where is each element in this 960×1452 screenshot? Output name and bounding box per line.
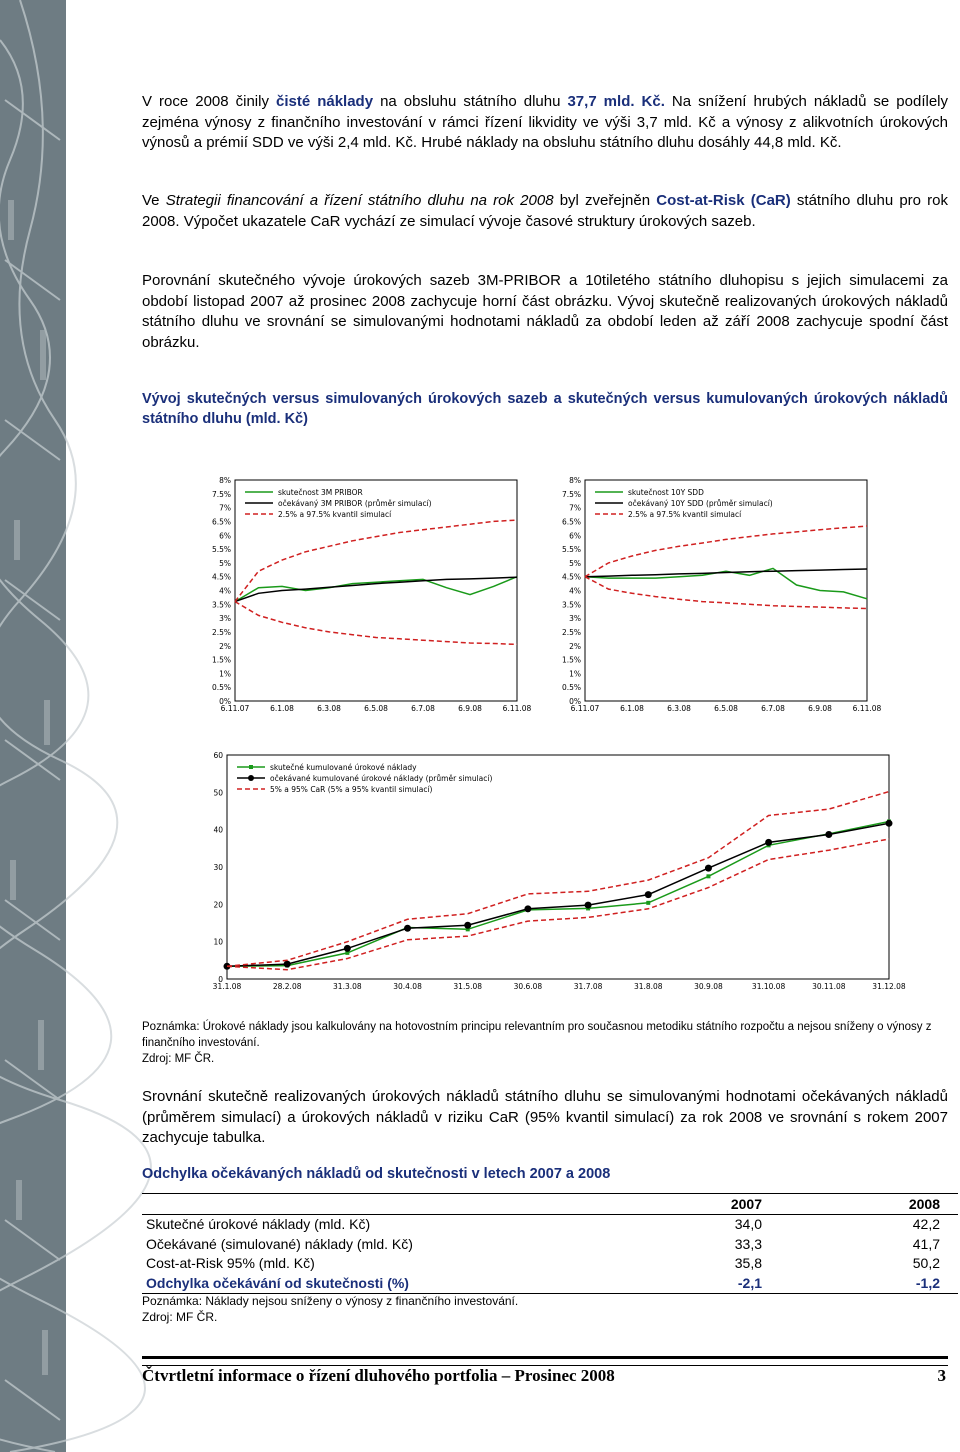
x-tick-label: 6.1.08 bbox=[620, 704, 644, 713]
x-tick-label: 6.9.08 bbox=[458, 704, 482, 713]
data-point bbox=[524, 905, 531, 912]
y-tick-label: 0 bbox=[218, 975, 223, 984]
x-tick-label: 31.8.08 bbox=[633, 982, 663, 991]
legend-label: skutečnost 10Y SDD bbox=[628, 488, 704, 497]
paragraph-net-costs: V roce 2008 činily čisté náklady na obsluhu státního dluhu 37,7 mld. Kč. Na snížení hrubých nákladů se podílely zejména výnosy z finančního investování v rámci řízení likvidity ve výši 3,7 mld. Kč a výnosy z alikvotních úrokových výnosů a prémií SDD ve výši 2,4 mld. Kč. Hrubé náklady na obsluhu státního dluhu dosáhly 44,8 mld. Kč. bbox=[142, 93, 948, 151]
table-row: Očekávané (simulované) náklady (mld. Kč) 33,3 41,7 bbox=[146, 1235, 940, 1252]
y-tick-label: 60 bbox=[213, 751, 223, 760]
legend-label: očekávaný 3M PRIBOR (průměr simulací) bbox=[278, 499, 432, 508]
y-tick-label: 0% bbox=[219, 697, 231, 706]
table-title: Odchylka očekávaných nákladů od skutečnosti v letech 2007 a 2008 bbox=[142, 1166, 611, 1182]
y-tick-label: 8% bbox=[219, 476, 231, 485]
legend-marker bbox=[248, 775, 254, 781]
y-tick-label: 3% bbox=[219, 614, 231, 624]
y-tick-label: 5% bbox=[219, 558, 231, 568]
x-tick-label: 6.1.08 bbox=[270, 704, 294, 713]
chart-cumulative-costs bbox=[201, 745, 906, 995]
y-tick-label: 2% bbox=[569, 641, 581, 651]
chart-cumulative-costs-svg bbox=[201, 745, 906, 995]
y-tick-label: 1.5% bbox=[561, 655, 581, 665]
y-tick-label: 30 bbox=[213, 863, 223, 872]
footer-rule bbox=[142, 1356, 948, 1366]
y-tick-label: 8% bbox=[569, 476, 581, 485]
y-tick-label: 0.5% bbox=[561, 683, 581, 693]
y-tick-label: 0% bbox=[569, 697, 581, 706]
legend-label: očekávaný 10Y SDD (průměr simulací) bbox=[628, 499, 773, 508]
y-tick-label: 0.5% bbox=[211, 683, 231, 693]
decorative-pattern-icon bbox=[0, 0, 66, 1452]
y-tick-label: 1% bbox=[219, 669, 231, 679]
x-tick-label: 6.11.08 bbox=[502, 704, 532, 713]
x-tick-label: 31.5.08 bbox=[453, 982, 483, 991]
data-point bbox=[284, 961, 291, 968]
y-tick-label: 6.5% bbox=[561, 517, 581, 527]
y-tick-label: 4.5% bbox=[561, 572, 581, 582]
x-tick-label: 6.3.08 bbox=[317, 704, 341, 713]
y-tick-label: 4% bbox=[569, 586, 581, 596]
y-tick-label: 10 bbox=[213, 937, 223, 947]
data-point bbox=[646, 901, 650, 905]
chart-10y-sdd-svg bbox=[551, 470, 882, 715]
legend-label: 2.5% a 97.5% kvantil simulací bbox=[278, 510, 392, 519]
table-source: Zdroj: MF ČR. bbox=[142, 1310, 218, 1324]
data-point bbox=[645, 891, 652, 898]
y-tick-label: 6.5% bbox=[211, 517, 231, 527]
data-point bbox=[404, 925, 411, 932]
data-point bbox=[705, 865, 712, 872]
y-tick-label: 2% bbox=[219, 641, 231, 651]
y-tick-label: 50 bbox=[213, 788, 223, 798]
legend-marker bbox=[249, 765, 253, 769]
data-point bbox=[585, 902, 592, 909]
x-tick-label: 31.7.08 bbox=[573, 982, 603, 991]
table-row: Odchylka očekávání od skutečnosti (%) -2,1 -1,2 bbox=[142, 1273, 958, 1293]
legend-label: 5% a 95% CaR (5% a 95% kvantil simulací) bbox=[270, 785, 433, 794]
x-tick-label: 30.4.08 bbox=[393, 982, 422, 991]
table-header-row bbox=[142, 1194, 958, 1215]
x-tick-label: 31.10.08 bbox=[751, 982, 786, 991]
y-tick-label: 4% bbox=[219, 586, 231, 596]
chart-10y-sdd bbox=[551, 470, 882, 715]
x-tick-label: 6.7.08 bbox=[761, 704, 785, 713]
y-tick-label: 40 bbox=[213, 825, 223, 835]
data-point bbox=[706, 874, 710, 878]
y-tick-label: 4.5% bbox=[211, 572, 231, 582]
data-point bbox=[886, 820, 893, 827]
y-tick-label: 7.5% bbox=[561, 489, 581, 499]
x-tick-label: 6.11.07 bbox=[570, 704, 600, 713]
x-tick-label: 6.11.07 bbox=[220, 704, 250, 713]
paragraph-comparison: Porovnání skutečného vývoje úrokových sazeb 3M-PRIBOR a 10tiletého státního dluhopisu s jejich simulacemi za období listopad 2007 až prosinec 2008 zachycuje horní část obrázku. Vývoj skutečně realizovaných úrokových nákladů státního dluhu ve srovnání se simulovanými hodnotami nákladů za období leden až září 2008 zachycuje spodní část obrázku. bbox=[142, 272, 948, 351]
y-tick-label: 20 bbox=[213, 900, 223, 910]
data-point bbox=[344, 945, 351, 952]
data-point bbox=[765, 839, 772, 846]
legend-label: očekávané kumulované úrokové náklady (průměr simulací) bbox=[270, 774, 493, 783]
legend-label: skutečné kumulované úrokové náklady bbox=[270, 763, 417, 772]
data-point bbox=[825, 831, 832, 838]
y-tick-label: 1% bbox=[569, 669, 581, 679]
y-tick-label: 7% bbox=[569, 503, 581, 513]
x-tick-label: 6.9.08 bbox=[808, 704, 832, 713]
table-col-2008: 2008 bbox=[766, 1194, 958, 1215]
chart-3m-pribor bbox=[201, 470, 532, 715]
table-col-2007: 2007 bbox=[628, 1194, 766, 1215]
figure-note: Poznámka: Úrokové náklady jsou kalkulovány na hotovostním principu relevantním pro současnou metodiku státního rozpočtu a nejsou sníženy o výnosy z finančního investování. bbox=[142, 1021, 932, 1049]
x-tick-label: 6.7.08 bbox=[411, 704, 435, 713]
y-tick-label: 7% bbox=[219, 503, 231, 513]
x-tick-label: 6.3.08 bbox=[667, 704, 691, 713]
y-tick-label: 6% bbox=[569, 531, 581, 541]
y-tick-label: 2.5% bbox=[211, 627, 231, 637]
y-tick-label: 2.5% bbox=[561, 627, 581, 637]
legend-label: 2.5% a 97.5% kvantil simulací bbox=[628, 510, 742, 519]
x-tick-label: 30.9.08 bbox=[694, 982, 723, 991]
y-tick-label: 3.5% bbox=[211, 600, 231, 610]
footer-title: Čtvrtletní informace o řízení dluhového portfolia – Prosinec 2008 bbox=[142, 1366, 615, 1385]
y-tick-label: 7.5% bbox=[211, 489, 231, 499]
figure-source: Zdroj: MF ČR. bbox=[142, 1053, 215, 1065]
x-tick-label: 28.2.08 bbox=[272, 982, 302, 991]
y-tick-label: 5.5% bbox=[561, 545, 581, 555]
x-tick-label: 31.3.08 bbox=[333, 982, 362, 991]
figure-caption: Vývoj skutečných versus simulovaných úrokových sazeb a skutečných versus kumulovaných úrokových nákladů státního dluhu (mld. Kč) bbox=[142, 391, 948, 427]
x-tick-label: 6.5.08 bbox=[364, 704, 388, 713]
x-tick-label: 31.1.08 bbox=[212, 982, 242, 991]
x-tick-label: 6.5.08 bbox=[714, 704, 738, 713]
table-note: Poznámka: Náklady nejsou sníženy o výnosy z finančního investování. bbox=[142, 1294, 519, 1308]
table-row: Skutečné úrokové náklady (mld. Kč) 34,0 42,2 bbox=[146, 1216, 940, 1233]
y-tick-label: 3% bbox=[569, 614, 581, 624]
paragraph-strategy: Ve Strategii financování a řízení státního dluhu na rok 2008 byl zveřejněn Cost-at-Risk (CaR) státního dluhu pro rok 2008. Výpočet ukazatele CaR vychází ze simulací vývoje časové struktury úrokových sazeb. bbox=[142, 192, 949, 230]
x-tick-label: 31.12.08 bbox=[872, 982, 906, 991]
y-tick-label: 5% bbox=[569, 558, 581, 568]
decorative-sidebar bbox=[0, 0, 66, 1452]
deviation-table bbox=[142, 1193, 958, 1294]
chart-3m-pribor-svg bbox=[201, 470, 532, 715]
y-tick-label: 6% bbox=[219, 531, 231, 541]
y-tick-label: 3.5% bbox=[561, 600, 581, 610]
x-tick-label: 6.11.08 bbox=[852, 704, 882, 713]
y-tick-label: 1.5% bbox=[211, 655, 231, 665]
x-tick-label: 30.6.08 bbox=[513, 982, 543, 991]
legend-label: skutečnost 3M PRIBOR bbox=[278, 488, 363, 497]
table-row: Cost-at-Risk 95% (mld. Kč) 35,8 50,2 bbox=[146, 1255, 940, 1272]
x-tick-label: 30.11.08 bbox=[812, 982, 846, 991]
y-tick-label: 5.5% bbox=[211, 545, 231, 555]
data-point bbox=[464, 922, 471, 929]
paragraph-table-intro: Srovnání skutečně realizovaných úrokových nákladů státního dluhu se simulovanými hodnotami očekávaných nákladů (průměrem simulací) a úrokových nákladů v riziku CaR (95% kvantil simulací) za rok 2008 ve srovnání s rokem 2007 zachycuje tabulka. bbox=[142, 1088, 948, 1146]
page-number: 3 bbox=[937, 1366, 946, 1385]
